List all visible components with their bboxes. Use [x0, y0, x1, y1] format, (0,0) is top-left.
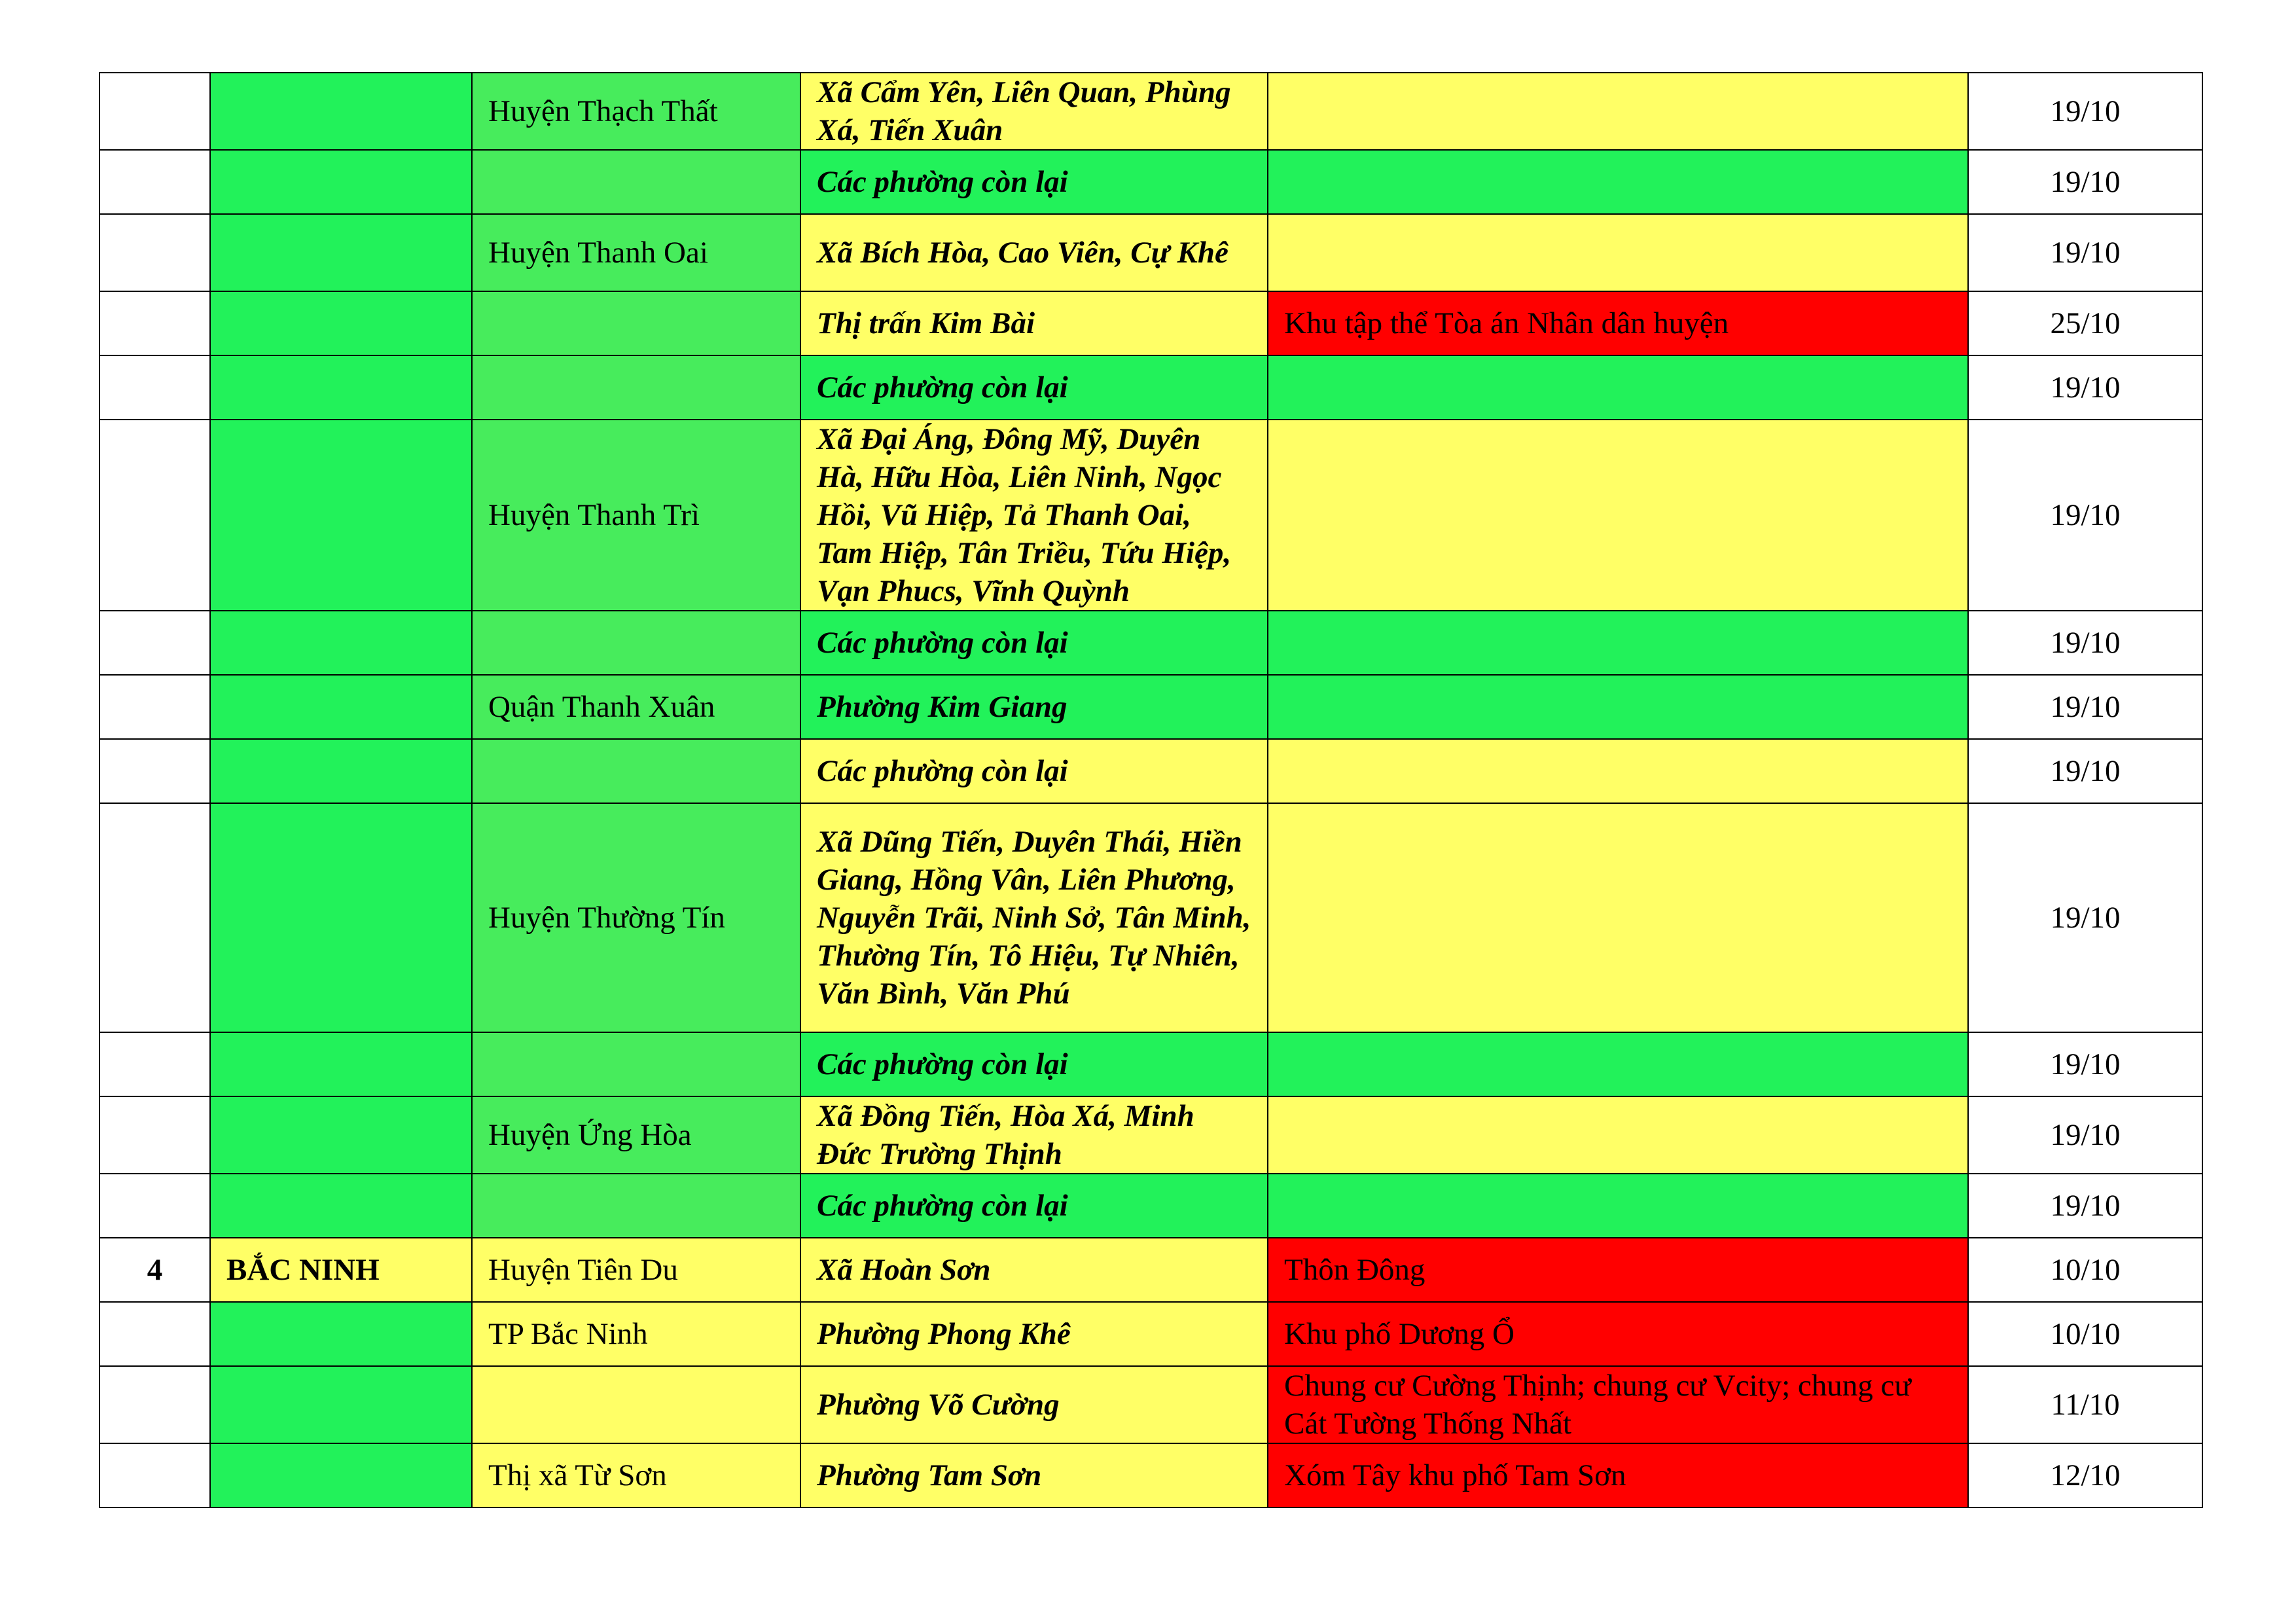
district-cell: Huyện Thường Tín [472, 803, 800, 1032]
date-cell: 19/10 [1968, 420, 2202, 611]
date-cell: 19/10 [1968, 214, 2202, 291]
district-cell [472, 1366, 800, 1443]
stt-cell [99, 1174, 210, 1238]
stt-cell [99, 1366, 210, 1443]
note-cell: Thôn Đông [1268, 1238, 1968, 1302]
note-cell [1268, 214, 1968, 291]
note-cell [1268, 611, 1968, 675]
table-row [99, 420, 2202, 611]
table-row [99, 355, 2202, 420]
date-cell: 12/10 [1968, 1443, 2202, 1507]
district-cell: Huyện Thanh Trì [472, 420, 800, 611]
ward-cell: Các phường còn lại [800, 739, 1268, 803]
province-cell [210, 214, 472, 291]
ward-cell: Các phường còn lại [800, 611, 1268, 675]
stt-cell [99, 1302, 210, 1366]
stt-cell [99, 214, 210, 291]
district-cell: Huyện Thạch Thất [472, 73, 800, 150]
stt-cell [99, 675, 210, 739]
note-cell [1268, 739, 1968, 803]
district-cell [472, 1032, 800, 1096]
note-cell [1268, 355, 1968, 420]
district-cell: TP Bắc Ninh [472, 1302, 800, 1366]
note-cell [1268, 1032, 1968, 1096]
district-cell: Huyện Thanh Oai [472, 214, 800, 291]
district-cell: Quận Thanh Xuân [472, 675, 800, 739]
note-cell [1268, 675, 1968, 739]
date-cell: 19/10 [1968, 1096, 2202, 1174]
table-row [99, 1032, 2202, 1096]
date-cell: 19/10 [1968, 611, 2202, 675]
ward-cell: Xã Hoàn Sơn [800, 1238, 1268, 1302]
ward-cell: Các phường còn lại [800, 1032, 1268, 1096]
date-cell: 19/10 [1968, 803, 2202, 1032]
province-cell [210, 675, 472, 739]
province-cell [210, 1302, 472, 1366]
ward-cell: Phường Võ Cường [800, 1366, 1268, 1443]
date-cell: 19/10 [1968, 355, 2202, 420]
ward-cell: Các phường còn lại [800, 1174, 1268, 1238]
province-cell [210, 611, 472, 675]
province-cell [210, 803, 472, 1032]
province-cell [210, 1366, 472, 1443]
ward-cell: Phường Kim Giang [800, 675, 1268, 739]
ward-cell: Xã Đồng Tiến, Hòa Xá, Minh Đức Trường Thịnh [800, 1096, 1268, 1174]
table-row [99, 73, 2202, 150]
province-cell [210, 291, 472, 355]
date-cell: 25/10 [1968, 291, 2202, 355]
stt-cell [99, 611, 210, 675]
district-cell [472, 291, 800, 355]
table-row [99, 611, 2202, 675]
stt-cell [99, 1096, 210, 1174]
note-cell: Xóm Tây khu phố Tam Sơn [1268, 1443, 1968, 1507]
stt-cell [99, 420, 210, 611]
stt-cell [99, 803, 210, 1032]
table-row [99, 675, 2202, 739]
province-cell [210, 1096, 472, 1174]
ward-cell: Phường Tam Sơn [800, 1443, 1268, 1507]
stt-cell [99, 73, 210, 150]
note-cell: Chung cư Cường Thịnh; chung cư Vcity; chung cư Cát Tường Thống Nhất [1268, 1366, 1968, 1443]
district-cell: Thị xã Từ Sơn [472, 1443, 800, 1507]
ward-cell: Thị trấn Kim Bài [800, 291, 1268, 355]
date-cell: 19/10 [1968, 739, 2202, 803]
province-cell [210, 1443, 472, 1507]
table-row [99, 214, 2202, 291]
stt-cell [99, 355, 210, 420]
covid-zone-table [99, 72, 2203, 1508]
date-cell: 19/10 [1968, 73, 2202, 150]
table-row [99, 1443, 2202, 1507]
stt-cell [99, 1032, 210, 1096]
note-cell [1268, 803, 1968, 1032]
ward-cell: Các phường còn lại [800, 150, 1268, 214]
table-row [99, 150, 2202, 214]
district-cell [472, 739, 800, 803]
note-cell [1268, 73, 1968, 150]
table-row [99, 1096, 2202, 1174]
province-cell [210, 73, 472, 150]
table-row [99, 739, 2202, 803]
district-cell [472, 150, 800, 214]
ward-cell: Xã Cẩm Yên, Liên Quan, Phùng Xá, Tiến Xuân [800, 73, 1268, 150]
note-cell: Khu phố Dương Ổ [1268, 1302, 1968, 1366]
table-body [99, 73, 2202, 1507]
note-cell [1268, 1096, 1968, 1174]
district-cell [472, 355, 800, 420]
district-cell: Huyện Ứng Hòa [472, 1096, 800, 1174]
stt-cell [99, 1443, 210, 1507]
table-row [99, 291, 2202, 355]
ward-cell: Xã Dũng Tiến, Duyên Thái, Hiền Giang, Hồng Vân, Liên Phương, Nguyễn Trãi, Ninh Sở, Tân Minh, Thường Tín, Tô Hiệu, Tự Nhiên, Văn Bình, Văn Phú [800, 803, 1268, 1032]
province-cell [210, 150, 472, 214]
date-cell: 11/10 [1968, 1366, 2202, 1443]
date-cell: 19/10 [1968, 675, 2202, 739]
province-cell [210, 1032, 472, 1096]
table-row [99, 1366, 2202, 1443]
province-cell [210, 420, 472, 611]
table-row [99, 1238, 2202, 1302]
stt-cell: 4 [99, 1238, 210, 1302]
note-cell [1268, 150, 1968, 214]
table-row [99, 1302, 2202, 1366]
date-cell: 10/10 [1968, 1238, 2202, 1302]
province-cell [210, 355, 472, 420]
district-cell [472, 1174, 800, 1238]
table-row [99, 803, 2202, 1032]
ward-cell: Phường Phong Khê [800, 1302, 1268, 1366]
note-cell [1268, 1174, 1968, 1238]
stt-cell [99, 739, 210, 803]
date-cell: 19/10 [1968, 150, 2202, 214]
table-row [99, 1174, 2202, 1238]
stt-cell [99, 150, 210, 214]
province-cell [210, 1174, 472, 1238]
note-cell [1268, 420, 1968, 611]
province-cell [210, 739, 472, 803]
date-cell: 19/10 [1968, 1032, 2202, 1096]
stt-cell [99, 291, 210, 355]
district-cell [472, 611, 800, 675]
ward-cell: Các phường còn lại [800, 355, 1268, 420]
district-cell: Huyện Tiên Du [472, 1238, 800, 1302]
province-cell: BẮC NINH [210, 1238, 472, 1302]
ward-cell: Xã Bích Hòa, Cao Viên, Cự Khê [800, 214, 1268, 291]
date-cell: 19/10 [1968, 1174, 2202, 1238]
ward-cell: Xã Đại Áng, Đông Mỹ, Duyên Hà, Hữu Hòa, Liên Ninh, Ngọc Hồi, Vũ Hiệp, Tả Thanh Oai, Tam Hiệp, Tân Triều, Tứu Hiệp, Vạn Phucs, Vĩnh Quỳnh [800, 420, 1268, 611]
note-cell: Khu tập thể Tòa án Nhân dân huyện [1268, 291, 1968, 355]
date-cell: 10/10 [1968, 1302, 2202, 1366]
